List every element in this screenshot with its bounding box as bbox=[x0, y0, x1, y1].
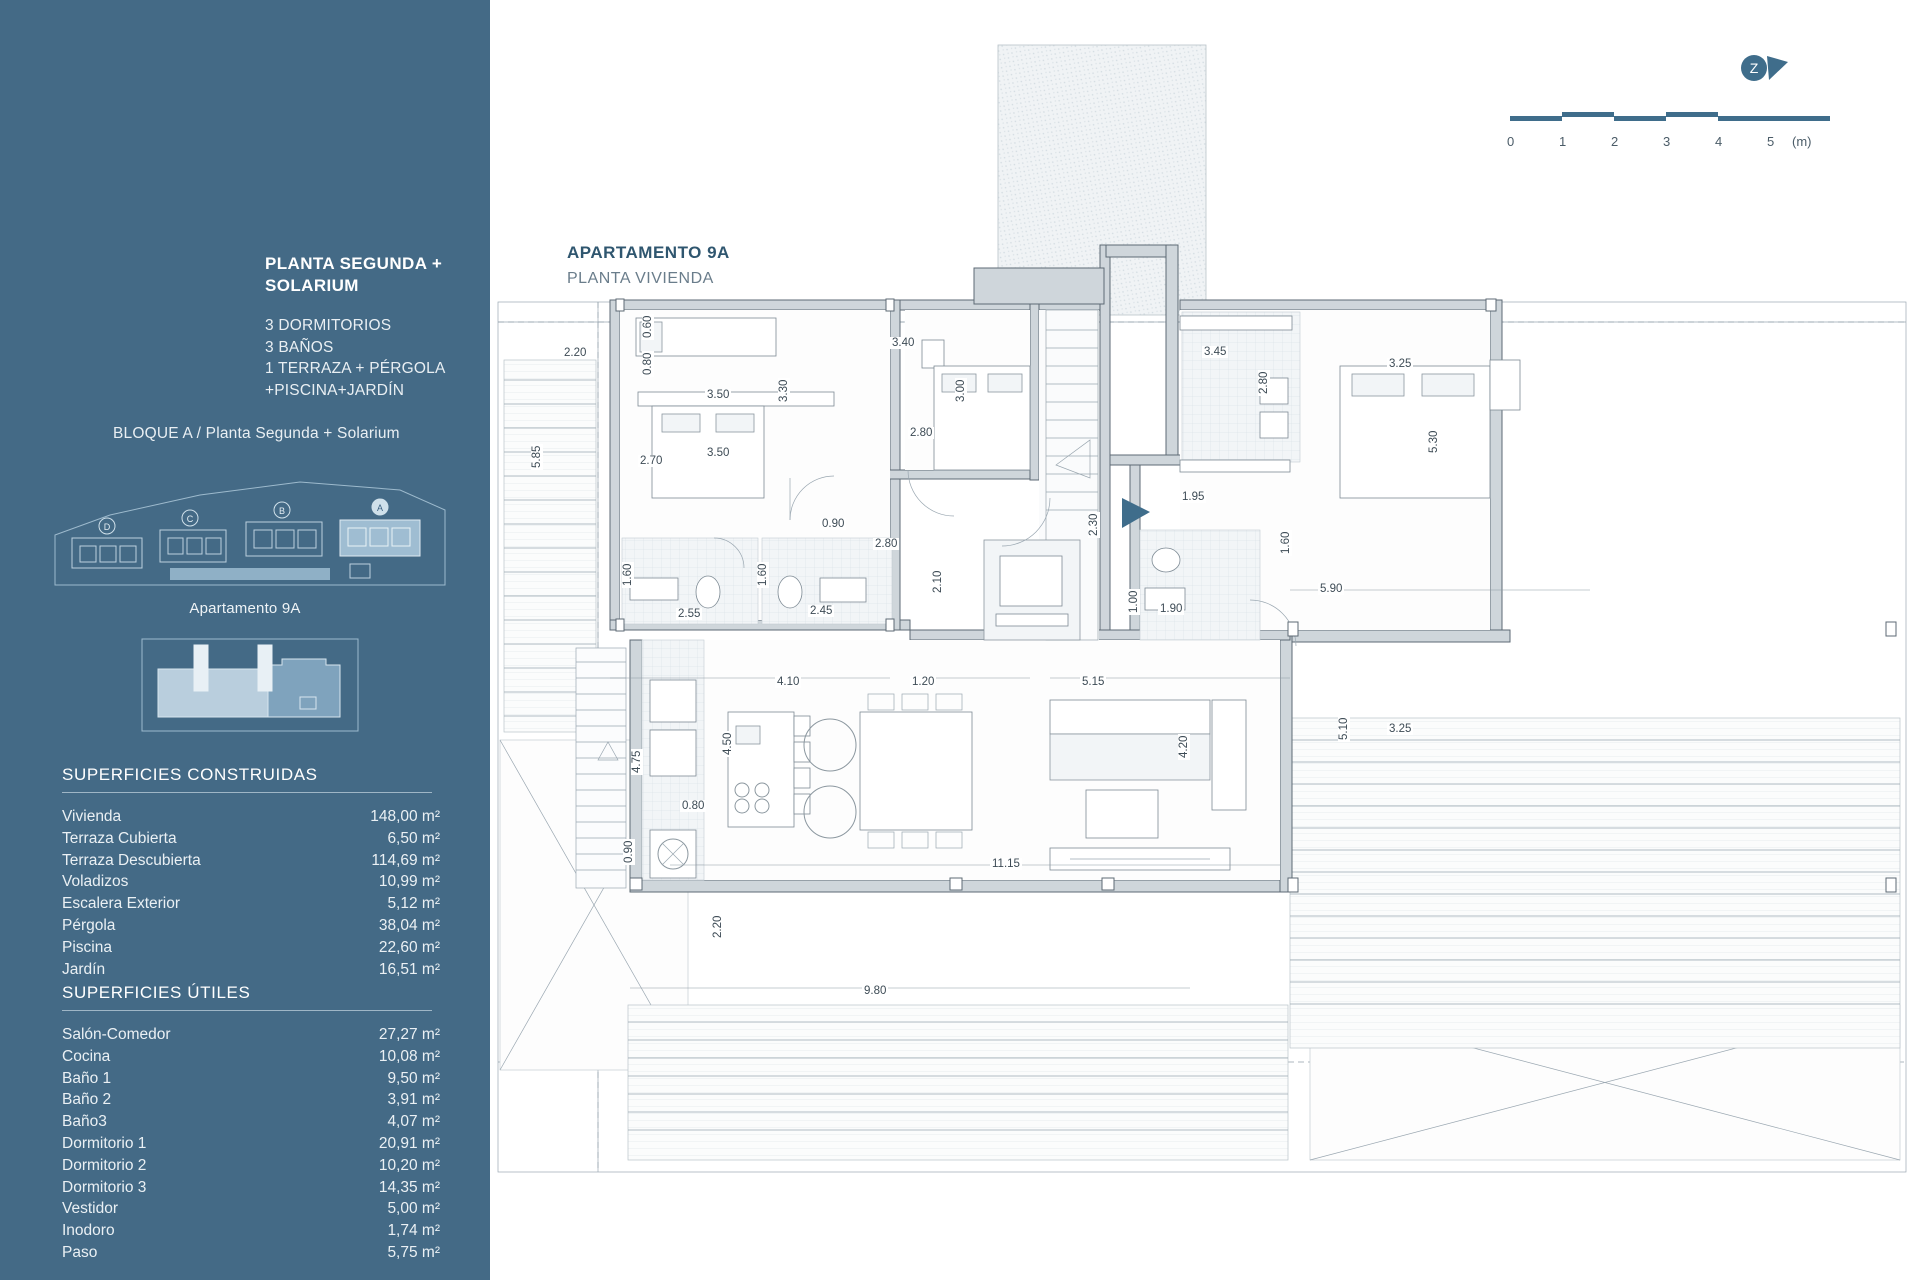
row-label: Voladizos bbox=[62, 873, 129, 891]
svg-text:A: A bbox=[376, 503, 384, 513]
plan-subtitle: PLANTA VIVIENDA bbox=[567, 270, 714, 287]
dimension-label: 3.40 bbox=[892, 337, 915, 349]
dimension-label: 1.95 bbox=[1182, 491, 1205, 503]
table-row bbox=[62, 1133, 440, 1155]
table-row bbox=[62, 1111, 440, 1133]
dimension-label: 3.50 bbox=[707, 389, 730, 401]
sidebar bbox=[0, 0, 490, 1280]
dimension-label: 2.80 bbox=[875, 538, 898, 550]
scale-tick: 1 bbox=[1559, 134, 1567, 149]
row-label: Pérgola bbox=[62, 916, 116, 934]
table-row bbox=[62, 1024, 440, 1046]
row-label: Terraza Cubierta bbox=[62, 829, 177, 847]
dimension-label: 5.10 bbox=[1338, 717, 1350, 740]
table-row bbox=[62, 806, 440, 828]
table-row bbox=[62, 1220, 440, 1242]
svg-text:B: B bbox=[278, 506, 286, 516]
row-value: 10,20 m² bbox=[378, 1156, 440, 1174]
dimension-label: 5.85 bbox=[531, 445, 543, 468]
dimension-label: 0.80 bbox=[682, 800, 705, 812]
scale-unit: (m) bbox=[1792, 134, 1812, 149]
row-label: Baño 2 bbox=[62, 1091, 112, 1109]
floor-plan-drawing bbox=[490, 0, 1920, 1280]
scale-tick: 2 bbox=[1611, 134, 1619, 149]
block-label: BLOQUE A / Planta Segunda + Solarium bbox=[113, 425, 400, 442]
row-value: 20,91 m² bbox=[378, 1134, 440, 1152]
block-key-diagram bbox=[50, 460, 450, 595]
svg-text:D: D bbox=[103, 522, 111, 532]
table-row bbox=[62, 1068, 440, 1090]
dimension-label: 2.10 bbox=[932, 570, 944, 593]
spec-item: +PISCINA+JARDÍN bbox=[265, 381, 405, 399]
dimension-label: 3.45 bbox=[1204, 346, 1227, 358]
row-label: Salón-Comedor bbox=[62, 1026, 171, 1043]
apartment-key-label: Apartamento 9A bbox=[189, 600, 301, 617]
svg-text:C: C bbox=[186, 514, 194, 524]
table-row bbox=[62, 871, 440, 893]
row-value: 16,51 m² bbox=[378, 960, 440, 978]
dimension-label: 1.90 bbox=[1160, 603, 1183, 615]
row-value: 6,50 m² bbox=[387, 829, 440, 847]
table-superficies-utiles bbox=[62, 1024, 440, 1264]
dimension-label: 5.15 bbox=[1082, 676, 1105, 688]
table-superficies-construidas bbox=[62, 806, 440, 980]
row-value: 4,07 m² bbox=[387, 1113, 440, 1131]
dimension-label: 1.20 bbox=[912, 676, 935, 688]
table-row bbox=[62, 1046, 440, 1068]
dimension-label: 4.10 bbox=[777, 676, 800, 688]
dimension-label: 4.50 bbox=[722, 732, 734, 755]
row-label: Terraza Descubierta bbox=[62, 851, 201, 869]
dimension-label: 2.45 bbox=[810, 605, 833, 617]
table-row bbox=[62, 915, 440, 937]
dimension-label: 1.60 bbox=[1280, 531, 1292, 554]
dimension-label: 11.15 bbox=[992, 858, 1020, 870]
scale-tick: 4 bbox=[1715, 134, 1723, 149]
scale-tick: 3 bbox=[1663, 134, 1671, 149]
dimension-label: 2.55 bbox=[678, 608, 701, 620]
spec-item: 3 BAÑOS bbox=[265, 338, 334, 356]
row-value: 27,27 m² bbox=[378, 1026, 440, 1043]
dimension-label: 0.60 bbox=[642, 315, 654, 338]
apartment-key-diagram bbox=[140, 625, 360, 740]
unit-specs bbox=[265, 315, 495, 401]
svg-text:Z: Z bbox=[1749, 60, 1759, 76]
dimension-label: 0.90 bbox=[623, 840, 635, 863]
table-row bbox=[62, 1198, 440, 1220]
row-value: 5,12 m² bbox=[387, 895, 440, 913]
row-label: Baño3 bbox=[62, 1113, 107, 1131]
row-label: Paso bbox=[62, 1243, 98, 1261]
table-row bbox=[62, 937, 440, 959]
dimension-label: 2.20 bbox=[712, 915, 724, 938]
scale-tick: 5 bbox=[1767, 134, 1775, 149]
row-value: 5,00 m² bbox=[387, 1200, 440, 1218]
dimension-label: 4.75 bbox=[631, 750, 643, 773]
dimension-label: 1.00 bbox=[1128, 590, 1140, 613]
row-value: 22,60 m² bbox=[378, 938, 440, 956]
row-label: Baño 1 bbox=[62, 1069, 112, 1087]
dimension-label: 1.60 bbox=[757, 563, 769, 586]
row-label: Vivienda bbox=[62, 808, 122, 825]
table-row bbox=[62, 850, 440, 872]
dimension-label: 3.25 bbox=[1389, 358, 1412, 370]
dimension-label: 2.30 bbox=[1088, 513, 1100, 536]
dimension-label: 3.30 bbox=[778, 379, 790, 402]
row-value: 1,74 m² bbox=[387, 1222, 440, 1240]
dimension-label: 0.80 bbox=[642, 352, 654, 375]
floor-plan-area bbox=[490, 0, 1920, 1280]
table-row bbox=[62, 1089, 440, 1111]
unit-title: PLANTA SEGUNDA + SOLARIUM bbox=[265, 254, 443, 295]
row-label: Cocina bbox=[62, 1047, 111, 1065]
table-row bbox=[62, 1155, 440, 1177]
row-value: 148,00 m² bbox=[370, 808, 440, 825]
dimension-label: 3.50 bbox=[707, 447, 730, 459]
spec-item: 1 TERRAZA + PÉRGOLA bbox=[265, 360, 446, 377]
row-label: Inodoro bbox=[62, 1222, 115, 1240]
dimension-label: 2.20 bbox=[564, 347, 587, 359]
row-label: Dormitorio 3 bbox=[62, 1178, 147, 1196]
table-row bbox=[62, 959, 440, 981]
table-row bbox=[62, 1177, 440, 1199]
row-label: Vestidor bbox=[62, 1200, 119, 1218]
row-value: 10,08 m² bbox=[378, 1047, 440, 1065]
row-label: Dormitorio 1 bbox=[62, 1134, 147, 1152]
dimension-label: 0.90 bbox=[822, 518, 845, 530]
dimension-label: 2.80 bbox=[1258, 371, 1270, 394]
section-title-construidas: SUPERFICIES CONSTRUIDAS bbox=[62, 765, 432, 793]
dimension-label: 3.25 bbox=[1389, 723, 1412, 735]
row-value: 9,50 m² bbox=[387, 1069, 440, 1087]
dimension-label: 2.70 bbox=[640, 455, 663, 467]
row-value: 14,35 m² bbox=[378, 1178, 440, 1196]
dimension-label: 5.90 bbox=[1320, 583, 1343, 595]
row-label: Dormitorio 2 bbox=[62, 1156, 147, 1174]
section-title-utiles: SUPERFICIES ÚTILES bbox=[62, 983, 432, 1011]
table-row bbox=[62, 828, 440, 850]
dimension-label: 9.80 bbox=[864, 985, 887, 997]
table-row bbox=[62, 1242, 440, 1264]
dimension-label: 2.80 bbox=[910, 427, 933, 439]
row-value: 10,99 m² bbox=[378, 873, 440, 891]
row-label: Escalera Exterior bbox=[62, 895, 181, 913]
dimension-label: 3.00 bbox=[955, 379, 967, 402]
row-value: 5,75 m² bbox=[387, 1243, 440, 1261]
table-row bbox=[62, 893, 440, 915]
spec-item: 3 DORMITORIOS bbox=[265, 317, 392, 334]
row-label: Piscina bbox=[62, 938, 112, 956]
dimension-label: 4.20 bbox=[1178, 735, 1190, 758]
row-label: Jardín bbox=[62, 960, 106, 978]
row-value: 114,69 m² bbox=[371, 851, 440, 869]
dimension-label: 1.60 bbox=[622, 563, 634, 586]
row-value: 3,91 m² bbox=[387, 1091, 440, 1109]
plan-title: APARTAMENTO 9A bbox=[567, 243, 730, 262]
scale-tick: 0 bbox=[1507, 134, 1515, 149]
dimension-label: 5.30 bbox=[1428, 430, 1440, 453]
row-value: 38,04 m² bbox=[378, 916, 440, 934]
